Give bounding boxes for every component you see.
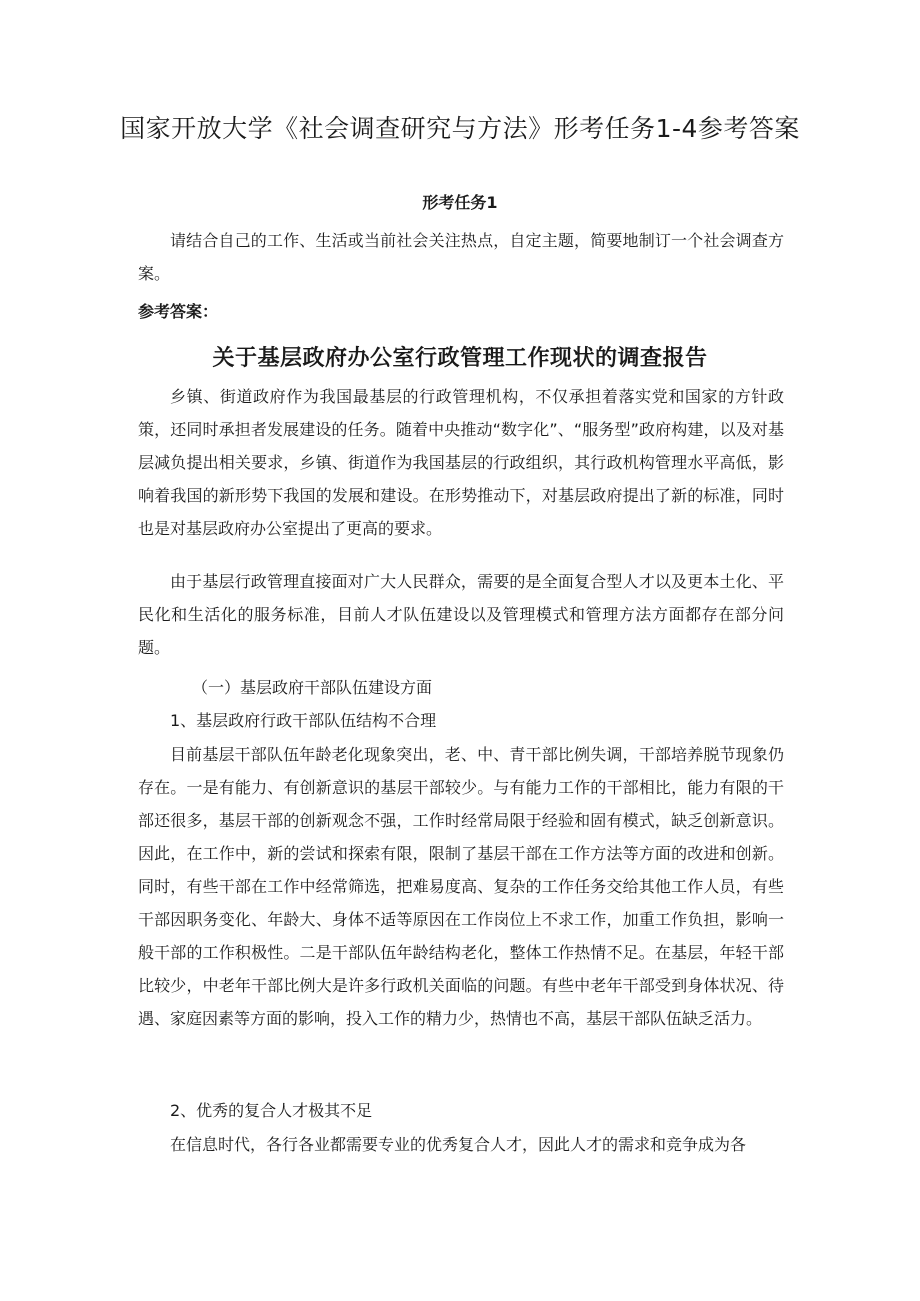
paragraph-intro: 乡镇、街道政府作为我国最基层的行政管理机构，不仅承担着落实党和国家的方针政策，还同时承担者发展建设的任务。随着中央推动“数字化”、“服务型”政府构建，以及对基层减负提出相关要求，乡镇、街道作为我国基层的行政组织，其行政机构管理水平高低，影响着我国的新形势下我国的发展和建设。在形势推动下，对基层政府提出了新的标准，同时也是对基层政府办公室提出了更高的要求。: [138, 387, 784, 538]
task-prompt: 请结合自己的工作、生活或当前社会关注热点，自定主题，简要地制订一个社会调查方案。: [138, 231, 784, 283]
subsection-heading-2: 2、优秀的复合人才极其不足: [170, 1101, 373, 1120]
task-heading: 形考任务1: [422, 193, 498, 212]
report-title: 关于基层政府办公室行政管理工作现状的调查报告: [212, 346, 708, 371]
paragraph-cadre-structure: 目前基层干部队伍年龄老化现象突出，老、中、青干部比例失调，干部培养脱节现象仍存在。一是有能力、有创新意识的基层干部较少。与有能力工作的干部相比，能力有限的干部还很多，基层干部的创新观念不强，工作时经常局限于经验和固有模式，缺乏创新意识。因此，在工作中，新的尝试和探索有限，限制了基层干部在工作方法等方面的改进和创新。同时，有些干部在工作中经常筛选，把难易度高、复杂的工作任务交给其他工作人员，有些干部因职务变化、年龄大、身体不适等原因在工作岗位上不求工作，加重工作负担，影响一般干部的工作积极性。二是干部队伍年龄结构老化，整体工作热情不足。在基层，年轻干部比较少，中老年干部比例大是许多行政机关面临的问题。有些中老年干部受到身体状况、待遇、家庭因素等方面的影响，投入工作的精力少，热情也不高，基层干部队伍缺乏活力。: [138, 745, 784, 1028]
section-heading-1: （一）基层政府干部队伍建设方面: [192, 678, 433, 697]
answer-label: 参考答案：: [138, 302, 219, 321]
paragraph-problems: 由于基层行政管理直接面对广大人民群众，需要的是全面复合型人才以及更本土化、平民化和生活化的服务标准，目前人才队伍建设以及管理模式和管理方法方面都存在部分问题。: [138, 572, 784, 657]
subsection-heading-1: 1、基层政府行政干部队伍结构不合理: [170, 711, 437, 730]
document-title: 国家开放大学《社会调查研究与方法》形考任务1-4参考答案: [120, 114, 800, 143]
paragraph-talent: 在信息时代，各行各业都需要专业的优秀复合人才，因此人才的需求和竞争成为各: [170, 1135, 747, 1154]
